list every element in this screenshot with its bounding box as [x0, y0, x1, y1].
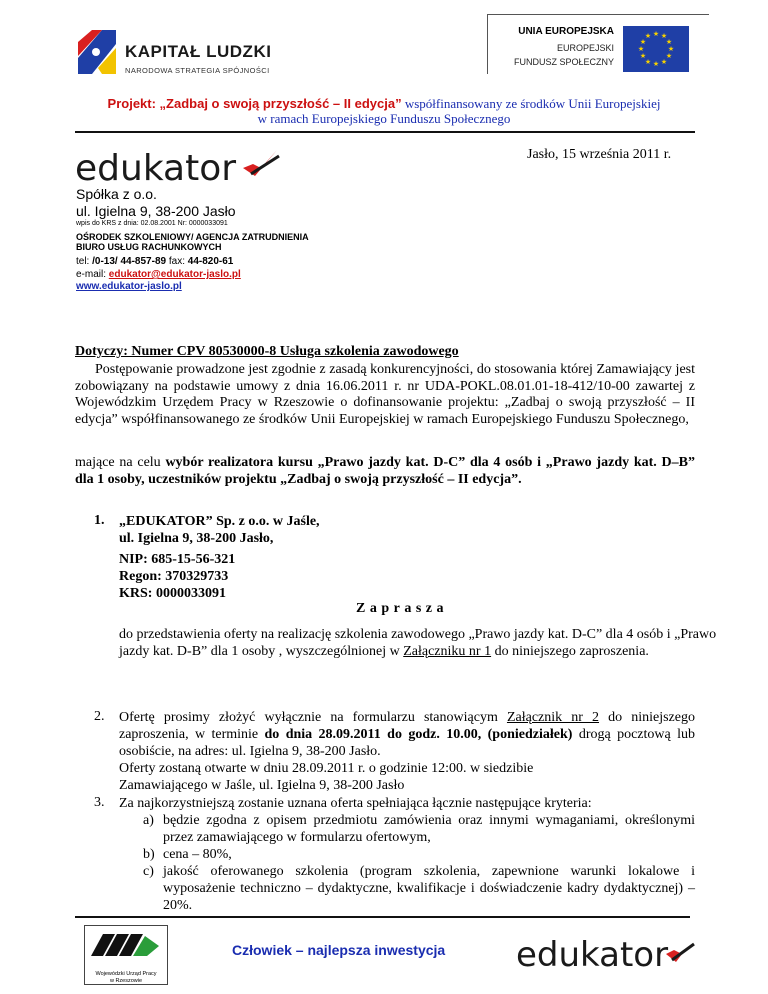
- svg-text:★: ★: [660, 58, 668, 66]
- criterion-c: [143, 863, 695, 914]
- criterion-a-letter: a): [143, 813, 154, 828]
- eu-line3: FUNDUSZ SPOŁECZNY: [513, 57, 614, 67]
- item3-number: 3.: [94, 795, 105, 810]
- purpose-bold: wybór realizatora kursu „Prawo jazdy kat. D-C” dla 4 osób i „Prawo jazdy kat. D–B” dla 1 osoby, uczestników projektu „Zadbaj o swoją przyszłość – II edycja”.: [75, 455, 696, 487]
- purpose-paragraph: [75, 455, 695, 488]
- svg-text:★: ★: [660, 32, 668, 40]
- email-link[interactable]: edukator@edukator-jaslo.pl: [108, 269, 241, 280]
- opening-info: Oferty zostaną otwarte w dniu 28.09.2011 r. o godzinie 12:00. w siedzibie: [119, 761, 534, 776]
- criterion-a-text: będzie zgodna z opisem przedmiotu zamówienia oraz innymi wymaganiami, określonymi przez zamawiającego w formularzu ofertowym,: [163, 813, 695, 845]
- edukator-footer-logo: [516, 930, 696, 974]
- svg-text:★: ★: [667, 45, 675, 53]
- item1-company: „EDUKATOR” Sp. z o.o. w Jaśle,: [119, 514, 320, 529]
- item3-paragraph: [119, 795, 695, 812]
- biuro-label: BIURO USŁUG RACHUNKOWYCH: [76, 242, 222, 252]
- subject-line: Dotyczy: Numer CPV 80530000-8 Usługa szkolenia zawodowego: [75, 344, 459, 359]
- item1-address: [119, 513, 320, 547]
- wup-line2: w Rzeszowie: [109, 978, 143, 984]
- regon: Regon: 370329733: [119, 569, 229, 584]
- svg-text:★: ★: [639, 52, 647, 60]
- item1-number: 1.: [94, 513, 105, 528]
- wup-line1: Wojewódzki Urząd Pracy: [95, 971, 157, 977]
- invite-paragraph: [119, 626, 719, 660]
- eu-frame-left: [487, 14, 488, 74]
- website-link[interactable]: www.edukator-jaslo.pl: [76, 281, 182, 292]
- criterion-c-letter: c): [143, 864, 154, 879]
- footer-slogan: Człowiek – najlepsza inwestycja: [232, 942, 446, 958]
- item2-text-c: drogą pocztową lub osobiście, na adres: ul. Igielna 9, 38-200 Jasło.: [119, 727, 696, 759]
- deadline: do dnia 28.09.2011 do godz. 10.00, (poniedziałek): [264, 727, 573, 742]
- edukator-footer-text: edukator: [516, 935, 669, 974]
- kl-title: KAPITAŁ LUDZKI: [125, 42, 272, 61]
- attachment2-ref: Załącznik nr 2: [506, 710, 600, 725]
- company-ids: [119, 551, 235, 602]
- fax-value: 44-820-61: [187, 256, 234, 267]
- criterion-c-text: jakość oferowanego szkolenia (program szkolenia, zapewnione warunki lokalowe i wyposażenie techniczno – dydaktyczne, kwalifikacje i doświadczenie kadry dydaktycznej) – 20%.: [163, 864, 695, 913]
- intro-paragraph: Postępowanie prowadzone jest zgodnie z zasadą konkurencyjności, do stosowania której Zamawiający jest zobowiązany na podstawie umowy z dnia 16.06.2011 r. nr UDA-POKL.08.01.01-18-412/10-00 zawartej z Wojewódzkim Urzędem Pracy w Rzeszowie o dofinansowanie projektu: „Zadbaj o swoją przyszłość – II edycja” współfinansowanego ze środków Unii Europejskiej w ramach Europejskiego Funduszu Społecznego,: [75, 362, 695, 427]
- letter-date: Jasło, 15 września 2011 r.: [527, 147, 672, 162]
- company-name: Spółka z o.o.: [76, 186, 157, 202]
- criterion-b-text: cena – 80%,: [163, 847, 232, 862]
- svg-text:★: ★: [639, 38, 647, 46]
- tel-value: /0-13/ 44-857-89: [92, 256, 167, 267]
- eu-flag-icon: [623, 26, 689, 72]
- attachment1-ref: Załączniku nr 1: [403, 644, 492, 659]
- eu-frame-top: [487, 14, 709, 15]
- osrodek-label: OŚRODEK SZKOLENIOWY/ AGENCJA ZATRUDNIENIA: [76, 232, 309, 242]
- edukator-logo-text: edukator: [75, 148, 237, 186]
- tel-label: tel:: [76, 256, 93, 267]
- project-line2: w ramach Europejskiego Funduszu Społecznego: [257, 111, 511, 126]
- fax-label: fax:: [166, 256, 188, 267]
- invite-text: do przedstawienia oferty na realizację szkolenia zawodowego „Prawo jazdy kat. D-C” dla 4 osób i „Prawo jazdy kat. D-B” dla 1 osoby , wyszczególnionej w: [119, 627, 717, 659]
- svg-text:★: ★: [652, 60, 660, 68]
- project-title: Projekt: „Zadbaj o swoją przyszłość – II edycja”: [107, 96, 402, 111]
- wup-name: [85, 971, 167, 985]
- svg-text:★: ★: [637, 45, 645, 53]
- company-block: [76, 186, 236, 220]
- purpose-lead: mające na celu: [75, 455, 166, 470]
- nip: NIP: 685-15-56-321: [119, 552, 236, 567]
- contact-www: [76, 281, 182, 292]
- criterion-a: [143, 812, 695, 846]
- item2-number: 2.: [94, 709, 105, 724]
- svg-text:★: ★: [644, 32, 652, 40]
- opening-place: Zamawiającego w Jaśle, ul. Igielna 9, 38-200 Jasło: [119, 778, 405, 793]
- eu-line2: EUROPEJSKI: [556, 43, 614, 53]
- criterion-b-letter: b): [143, 847, 155, 862]
- svg-text:★: ★: [644, 58, 652, 66]
- eu-title: UNIA EUROPEJSKA: [518, 26, 614, 37]
- contact-email: [76, 269, 241, 280]
- svg-text:★: ★: [652, 30, 660, 38]
- item2-text-a: Ofertę prosimy złożyć wyłącznie na formularzu stanowiącym: [119, 710, 507, 725]
- svg-text:★: ★: [665, 38, 673, 46]
- company-address: ul. Igielna 9, 38-200 Jasło: [76, 203, 236, 219]
- krs-entry: wpis do KRS z dnia: 02.08.2001 Nr: 0000033091: [76, 220, 228, 227]
- krs-number: KRS: 0000033091: [119, 586, 226, 601]
- item2-text-b: do niniejszego zaproszenia, w terminie: [119, 710, 695, 742]
- svg-text:★: ★: [665, 52, 673, 60]
- invite-end: do niniejszego zaproszenia.: [491, 644, 649, 659]
- wup-emblem-icon: [85, 926, 167, 966]
- criterion-b: [143, 846, 695, 863]
- project-cofinance: współfinansowany ze środków Unii Europejskiej: [404, 96, 661, 111]
- item2-paragraph: [119, 709, 695, 794]
- edukator-logo: [75, 146, 285, 186]
- criteria-intro: Za najkorzystniejszą zostanie uznana oferta spełniająca łącznie następujące kryteria:: [119, 796, 592, 811]
- header-divider: [75, 131, 695, 133]
- contact-phone: [76, 256, 233, 267]
- project-line1: [0, 96, 768, 112]
- wup-logo: [84, 925, 168, 985]
- email-label: e-mail:: [76, 269, 109, 280]
- invites-heading: Zaprasza: [356, 601, 448, 616]
- kl-subtitle: NARODOWA STRATEGIA SPÓJNOŚCI: [125, 66, 270, 75]
- footer-divider: [75, 916, 690, 918]
- item1-street: ul. Igielna 9, 38-200 Jasło,: [119, 531, 274, 546]
